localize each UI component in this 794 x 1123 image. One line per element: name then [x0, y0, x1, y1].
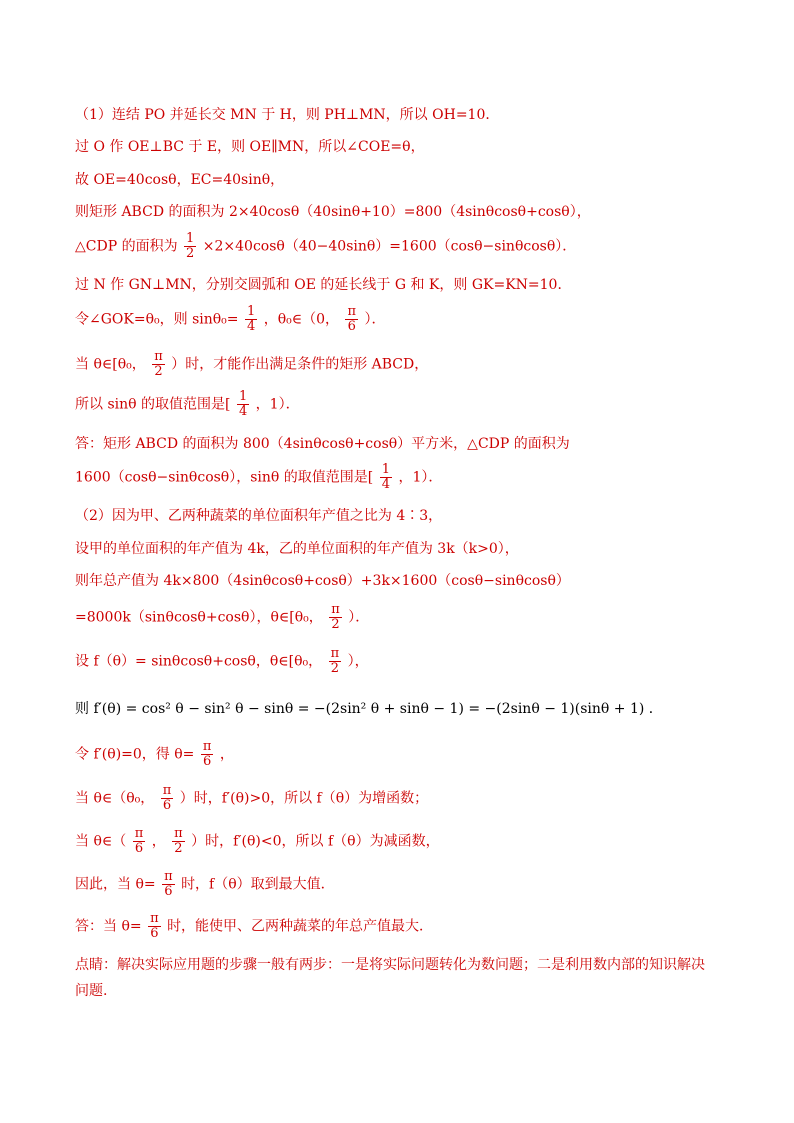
numerator: π	[347, 304, 357, 319]
text-segment: ）时，f′(θ)>0，所以 f（θ）为增函数；	[179, 790, 429, 807]
fraction-one-quarter	[245, 305, 257, 334]
numerator: π	[134, 826, 144, 841]
part2-line-4	[75, 603, 369, 632]
final-answer-line	[75, 912, 433, 941]
denominator: 2	[330, 661, 339, 676]
numerator: 1	[238, 389, 248, 404]
solution-line-7	[75, 305, 385, 334]
text-segment: ）．	[364, 311, 386, 328]
solution-line-3: 故 OE=40cosθ，EC=40sinθ，	[75, 172, 285, 188]
text-segment: △CDP 的面积为	[75, 238, 178, 255]
text-segment: ，	[151, 833, 166, 850]
text-segment: ，θ₀∈（0，	[263, 311, 340, 328]
denominator: 4	[381, 477, 390, 492]
denominator: 4	[246, 319, 256, 334]
text-segment: 答：当 θ=	[75, 918, 142, 935]
numerator: 1	[186, 231, 195, 246]
fraction-pi-over-2	[152, 350, 165, 379]
text-segment: ，	[219, 746, 234, 763]
denominator: 6	[203, 754, 212, 769]
part2-line-2: 设甲的单位面积的年产值为 4k，乙的单位面积的年产值为 3k（k>0），	[75, 541, 519, 557]
part2-line-6	[75, 740, 234, 769]
denominator: 2	[154, 364, 163, 379]
text-segment: ）时，f′(θ)<0，所以 f（θ）为减函数，	[191, 833, 440, 850]
solution-line-5	[75, 232, 576, 261]
numerator: π	[174, 826, 183, 841]
fraction-pi-over-6	[133, 827, 146, 856]
solution-line-9	[75, 390, 300, 419]
text-segment: 因此，当 θ=	[75, 876, 156, 893]
text-segment: 时，f（θ）取到最大值．	[181, 876, 335, 893]
text-segment: =8000k（sinθcosθ+cosθ），θ∈[θ₀，	[75, 609, 323, 626]
text-segment: 当 θ∈[θ₀，	[75, 356, 146, 373]
fraction-pi-over-2	[329, 603, 342, 632]
denominator: 2	[331, 617, 340, 632]
part2-line-8	[75, 827, 440, 856]
denominator: 2	[186, 246, 195, 261]
answer-line-2	[75, 463, 442, 492]
text-segment: ，1）．	[398, 469, 443, 486]
text-segment: ），	[347, 653, 369, 670]
fraction-pi-over-6	[162, 870, 175, 899]
denominator: 6	[150, 926, 159, 941]
numerator: π	[330, 646, 340, 661]
part2-line-5	[75, 647, 369, 676]
fraction-pi-over-6	[161, 784, 174, 813]
denominator: 4	[238, 404, 248, 419]
solution-line-6: 过 N 作 GN⊥MN，分别交圆弧和 OE 的延长线于 G 和 K，则 GK=KN=10．	[75, 277, 572, 293]
text-segment: ，1）．	[255, 396, 300, 413]
denominator: 6	[164, 884, 173, 899]
text-segment: 令∠GOK=θ₀，则 sinθ₀=	[75, 311, 239, 328]
text-segment: 令 f′(θ)=0，得 θ=	[75, 746, 195, 763]
text-segment: ）时，才能作出满足条件的矩形 ABCD，	[171, 356, 429, 373]
fraction-pi-over-6	[201, 740, 214, 769]
numerator: π	[154, 349, 163, 364]
numerator: π	[331, 602, 340, 617]
text-segment: 当 θ∈（	[75, 833, 127, 850]
numerator: 1	[381, 462, 390, 477]
denominator: 6	[162, 798, 172, 813]
derivative-formula: 则 f′(θ) = cos² θ − sin² θ − sinθ = −(2sin² θ + sinθ − 1) = −(2sinθ − 1)(sinθ + 1) ．	[75, 701, 663, 717]
part2-line-1: （2）因为甲、乙两种蔬菜的单位面积年产值之比为 4∶3，	[75, 508, 443, 524]
solution-line-8	[75, 350, 428, 379]
fraction-one-quarter	[237, 390, 249, 419]
key-point-note: 点睛：解决实际应用题的步骤一般有两步：一是将实际问题转化为数问题；二是利用数内部的知识解决问题.	[75, 957, 705, 999]
denominator: 2	[174, 841, 183, 856]
numerator: π	[164, 869, 173, 884]
text-segment: ×2×40cosθ（40−40sinθ）=1600（cosθ−sinθcosθ）．	[202, 238, 577, 255]
text-segment: 时，能使甲、乙两种蔬菜的年总产值最大．	[167, 918, 434, 935]
numerator: π	[162, 783, 172, 798]
solution-line-4: 则矩形 ABCD 的面积为 2×40cosθ（40sinθ+10）=800（4sinθcosθ+cosθ），	[75, 204, 591, 220]
denominator: 6	[347, 319, 356, 334]
part2-line-7	[75, 784, 428, 813]
numerator: π	[150, 911, 159, 926]
denominator: 6	[134, 841, 144, 856]
text-segment: ）．	[348, 609, 370, 626]
fraction-pi-over-2	[172, 827, 185, 856]
solution-line-2: 过 O 作 OE⊥BC 于 E，则 OE∥MN，所以∠COE=θ，	[75, 139, 425, 155]
fraction-pi-over-6	[148, 912, 161, 941]
text-segment: 所以 sinθ 的取值范围是[	[75, 396, 231, 413]
fraction-pi-over-6	[345, 305, 358, 334]
text-segment: 当 θ∈（θ₀，	[75, 790, 155, 807]
answer-line-1: 答：矩形 ABCD 的面积为 800（4sinθcosθ+cosθ）平方米，△CDP 的面积为	[75, 436, 570, 452]
solution-line-1: （1）连结 PO 并延长交 MN 于 H，则 PH⊥MN，所以 OH=10．	[75, 107, 500, 123]
fraction-one-quarter	[380, 463, 392, 492]
numerator: π	[202, 739, 212, 754]
part2-line-9	[75, 870, 335, 899]
part2-line-3: 则年总产值为 4k×800（4sinθcosθ+cosθ）+3k×1600（cosθ−sinθcosθ）	[75, 573, 570, 589]
numerator: 1	[246, 304, 256, 319]
text-segment: 设 f（θ）= sinθcosθ+cosθ，θ∈[θ₀，	[75, 653, 323, 670]
text-segment: 1600（cosθ−sinθcosθ），sinθ 的取值范围是[	[75, 469, 374, 486]
fraction-pi-over-2	[329, 647, 342, 676]
fraction-one-half	[184, 232, 196, 261]
